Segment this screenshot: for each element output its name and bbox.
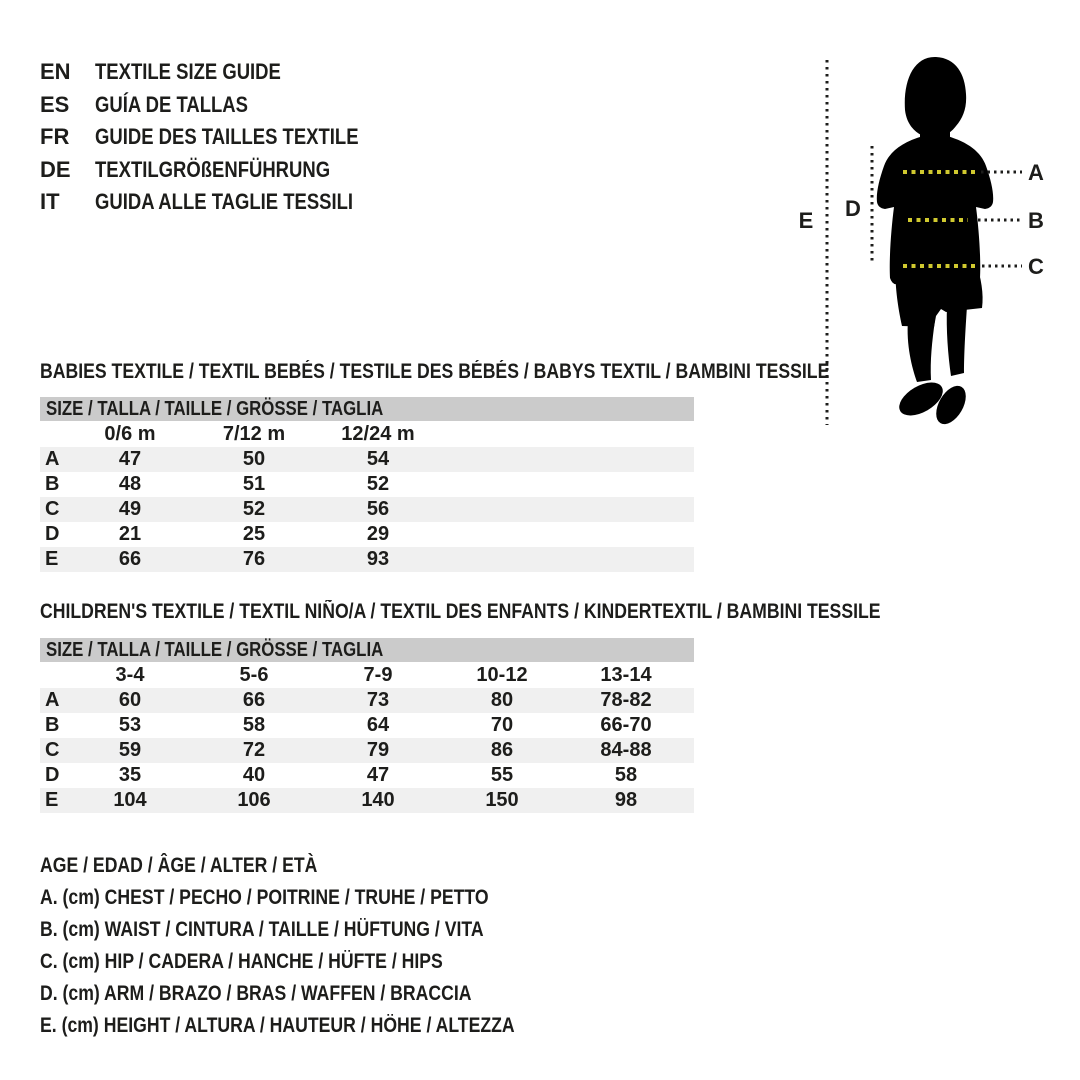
table-cell: 48	[118, 473, 142, 495]
table-cell: 29	[366, 523, 390, 545]
table-cell: 84-88	[600, 739, 652, 761]
table-cell: 59	[118, 739, 142, 761]
table-cell: 35	[118, 764, 142, 786]
table-cell: 79	[366, 739, 390, 761]
column-header: 5-6	[239, 664, 269, 686]
legend-waist: B. (cm) WAIST / CINTURA / TAILLE / HÜFTUNG / VITA	[40, 918, 484, 941]
legend-height: E. (cm) HEIGHT / ALTURA / HAUTEUR / HÖHE / ALTEZZA	[40, 1014, 515, 1037]
table-row	[40, 447, 694, 472]
header-title: GUÍA DE TALLAS	[95, 91, 248, 117]
legend-age: AGE / EDAD / ÂGE / ALTER / ETÀ	[40, 854, 318, 877]
row-label: B	[45, 714, 60, 736]
column-header-row	[40, 662, 694, 688]
table-cell: 52	[242, 498, 266, 520]
table-row	[40, 788, 694, 813]
table-cell: 55	[490, 764, 514, 786]
table-row	[40, 497, 694, 522]
lang-code: FR	[40, 124, 70, 149]
column-header: 13-14	[600, 664, 652, 686]
table-row	[40, 713, 694, 738]
marker-label-b: B	[1028, 208, 1044, 233]
header-line-it	[40, 186, 409, 219]
table-cell: 50	[242, 448, 266, 470]
table-cell: 58	[614, 764, 638, 786]
header-title: GUIDA ALLE TAGLIE TESSILI	[95, 189, 354, 214]
table-cell: 64	[366, 714, 390, 736]
column-header: 10-12	[476, 664, 528, 686]
table-cell: 70	[490, 714, 514, 736]
table-cell: 66	[242, 689, 266, 711]
children-section-title: CHILDREN'S TEXTILE / TEXTIL NIÑO/A / TEXTIL DES ENFANTS / KINDERTEXTIL / BAMBINI TESSILE	[40, 600, 881, 623]
header-title: TEXTILE SIZE GUIDE	[95, 59, 281, 84]
column-header: 7/12 m	[222, 423, 286, 445]
table-cell: 76	[242, 548, 266, 570]
column-header: 0/6 m	[104, 423, 156, 445]
table-cell: 58	[242, 714, 266, 736]
table-row	[40, 738, 694, 763]
table-cell: 47	[118, 448, 142, 470]
table-row	[40, 522, 694, 547]
table-cell: 80	[490, 689, 514, 711]
header-line-en	[40, 56, 409, 89]
table-cell: 66-70	[600, 714, 652, 736]
lang-code: IT	[40, 189, 60, 214]
table-cell: 150	[485, 789, 519, 811]
column-header: 7-9	[363, 664, 393, 686]
header-title: TEXTILGRÖßENFÜHRUNG	[95, 156, 331, 182]
legend-hip: C. (cm) HIP / CADERA / HANCHE / HÜFTE / HIPS	[40, 950, 443, 973]
measurement-legend	[40, 850, 605, 1042]
legend-arm: D. (cm) ARM / BRAZO / BRAS / WAFFEN / BRACCIA	[40, 982, 472, 1005]
row-label: B	[45, 473, 60, 495]
marker-label-d: D	[845, 196, 861, 221]
marker-label-e: E	[798, 208, 814, 233]
table-cell: 40	[242, 764, 266, 786]
babies-size-table	[40, 397, 694, 572]
table-cell: 49	[118, 498, 142, 520]
table-cell: 106	[237, 789, 271, 811]
header-line-de	[40, 154, 409, 187]
table-cell: 86	[490, 739, 514, 761]
table-cell: 21	[118, 523, 142, 545]
lang-code: DE	[40, 156, 71, 182]
table-cell: 52	[366, 473, 390, 495]
table-row	[40, 547, 694, 572]
table-row	[40, 763, 694, 788]
lang-code: EN	[40, 59, 71, 84]
marker-label-a: A	[1028, 160, 1044, 185]
table-cell: 104	[113, 789, 147, 811]
table-cell: 66	[118, 548, 142, 570]
table-cell: 73	[366, 689, 390, 711]
table-cell: 25	[242, 523, 266, 545]
table-cell: 98	[614, 789, 638, 811]
row-label: C	[45, 739, 60, 761]
size-header-bar: SIZE / TALLA / TAILLE / GRÖSSE / TAGLIA	[40, 397, 694, 421]
table-row	[40, 688, 694, 713]
column-header-row	[40, 421, 694, 447]
header-line-fr	[40, 121, 409, 154]
header-line-es	[40, 89, 409, 122]
row-label: C	[45, 498, 60, 520]
table-cell: 47	[366, 764, 390, 786]
table-cell: 72	[242, 739, 266, 761]
row-label: A	[45, 689, 60, 711]
table-cell: 51	[242, 473, 266, 495]
language-header	[40, 56, 409, 219]
row-label: E	[45, 789, 59, 811]
column-header: 12/24 m	[341, 423, 415, 445]
table-cell: 78-82	[600, 689, 652, 711]
table-cell: 53	[118, 714, 142, 736]
table-cell: 56	[366, 498, 390, 520]
table-cell: 54	[366, 448, 390, 470]
row-label: D	[45, 523, 60, 545]
header-title: GUIDE DES TAILLES TEXTILE	[95, 124, 359, 149]
row-label: D	[45, 764, 60, 786]
column-header: 3-4	[115, 664, 145, 686]
children-size-table	[40, 638, 694, 813]
table-cell: 140	[361, 789, 395, 811]
legend-chest: A. (cm) CHEST / PECHO / POITRINE / TRUHE / PETTO	[40, 886, 489, 909]
row-label: E	[45, 548, 59, 570]
lang-code: ES	[40, 91, 70, 117]
row-label: A	[45, 448, 60, 470]
table-row	[40, 472, 694, 497]
size-header-bar: SIZE / TALLA / TAILLE / GRÖSSE / TAGLIA	[40, 638, 694, 662]
table-cell: 60	[118, 689, 142, 711]
table-cell: 93	[366, 548, 390, 570]
babies-section-title: BABIES TEXTILE / TEXTIL BEBÉS / TESTILE DES BÉBÉS / BABYS TEXTIL / BAMBINI TESSILE	[40, 360, 830, 383]
marker-label-c: C	[1028, 254, 1044, 279]
